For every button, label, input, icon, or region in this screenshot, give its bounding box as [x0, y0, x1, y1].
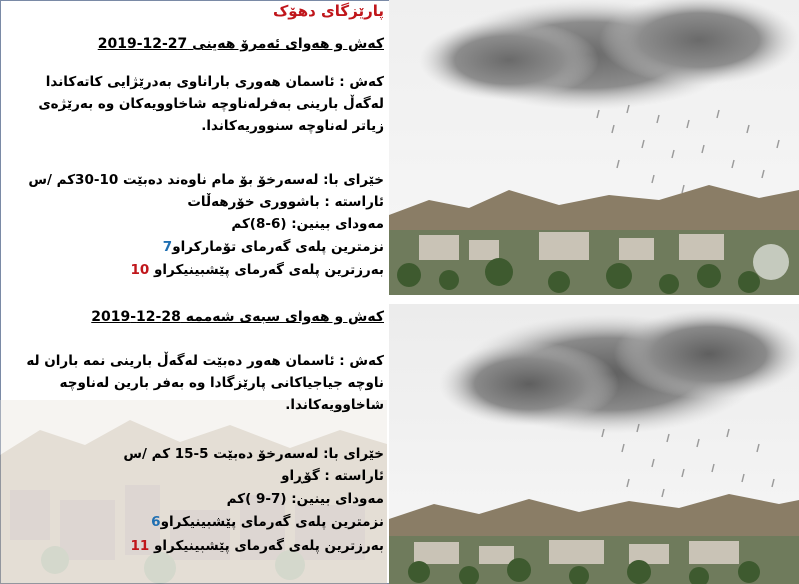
day1-wind-direction: ئاراستە : باشووری خۆرهەڵات — [187, 194, 384, 210]
rain-cloud-photo-2 — [389, 304, 799, 584]
day1-date-heading: کەش و هەوای ئەمرۆ هەینی 27-12-2019 — [97, 36, 384, 52]
panel-divider — [389, 295, 799, 304]
rain-cloud-photo-1 — [389, 0, 799, 295]
day2-date-heading: کەش و هەوای سبەی شەممە 28-12-2019 — [91, 309, 384, 325]
day2-wind-speed: خێرای با: لەسەرخۆ دەبێت 5-15 کم /س — [123, 446, 384, 462]
day1-min-temperature — [163, 239, 384, 255]
day1-min-temp-value: 7 — [162, 239, 173, 255]
day1-weather-description: کەش : ئاسمان هەوری باراناوی بەدرێژایی کاتەکاندا لەگەڵ بارینی بەفرلەناوچە شاخاوویەکان وە بەرێژەی زیاتر لەناوچە سنووریەکاندا. — [38, 74, 384, 134]
governorate-title: پارێزگای دهۆک — [272, 2, 384, 20]
day1-min-temp-label: نزمترین پلەی گەرمای تۆمارکراو — [172, 239, 384, 255]
day2-min-temperature — [151, 514, 384, 530]
day2-max-temperature — [131, 538, 384, 554]
forecast-text-column — [0, 0, 387, 584]
day2-wind-direction: ئاراستە : گۆڕاو — [281, 468, 384, 484]
day1-visibility: مەودای بینین: (6-8)کم — [231, 216, 384, 232]
logo-emblem-1 — [753, 244, 789, 280]
day2-weather-description: کەش : ئاسمان هەور دەبێت لەگەڵ بارینی نمە باران لە ناوچە جیاجیاکانی پارێزگادا وە بەفر بارین لەناوچە شاخاوویەکاندا. — [26, 353, 384, 413]
day1-weather-photo — [389, 0, 799, 295]
day1-max-temp-label: بەرزترین پلەی گەرمای پێشبینیکراو — [154, 262, 384, 278]
day1-wind-speed: خێرای با: لەسەرخۆ بۆ مام ناوەند دەبێت 10-30کم /س — [28, 172, 384, 188]
day2-max-temp-label: بەرزترین پلەی گەرمای پێشبینیکراو — [154, 538, 384, 554]
day1-max-temperature — [131, 262, 384, 278]
day2-min-temp-value: 6 — [151, 514, 161, 530]
day2-weather-photo — [389, 304, 799, 584]
day2-min-temp-label: نزمترین پلەی گەرمای پێشبینیکراو — [160, 514, 384, 530]
day1-max-temp-value: 10 — [130, 262, 150, 278]
day2-max-temp-value: 11 — [130, 538, 150, 554]
day2-visibility: مەودای بینین: (7-9 )کم — [226, 491, 384, 507]
